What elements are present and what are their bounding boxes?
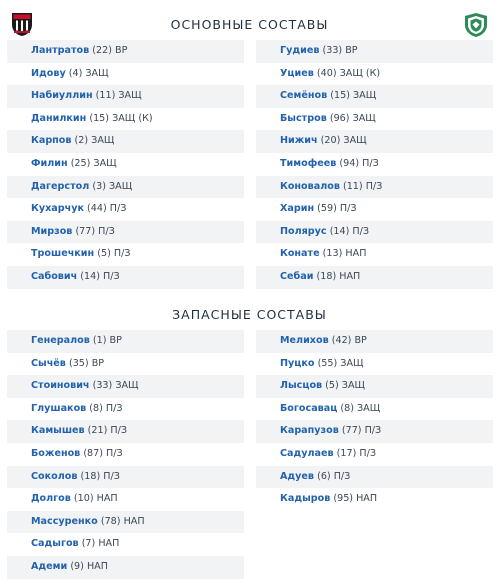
player-number-position: (44) П/З [87, 203, 127, 215]
player-row [256, 443, 493, 466]
player-number-position: (35) ВР [68, 357, 105, 369]
player-number-position: (1) ВР [92, 335, 122, 346]
player-name-link[interactable]: Конате [280, 248, 320, 260]
player-name-link[interactable]: Пуцко [280, 357, 315, 369]
player-number-position: (5) ЗАЩ [325, 380, 366, 392]
player-name-link[interactable]: Гудиев [280, 45, 320, 56]
player-row [256, 176, 493, 199]
player-number-position: (20) ЗАЩ [320, 135, 367, 147]
player-name-link[interactable]: Садыгов [31, 538, 79, 550]
player-row [256, 198, 493, 221]
player-number-position: (14) П/З [80, 270, 120, 282]
player-name-link[interactable]: Сабович [31, 270, 78, 282]
player-row [7, 353, 244, 376]
player-name-link[interactable]: Полярус [280, 225, 327, 237]
player-number-position: (59) П/З [317, 203, 357, 215]
player-name-link[interactable]: Карапузов [280, 425, 339, 437]
player-number-position: (8) ЗАЩ [340, 402, 381, 414]
player-row [256, 266, 493, 289]
player-number-position: (7) НАП [81, 538, 120, 550]
player-row [256, 353, 493, 376]
player-row [7, 266, 244, 289]
player-name-link[interactable]: Кухарчук [31, 203, 84, 215]
player-name-link[interactable]: Данилкин [31, 112, 87, 124]
player-row [7, 153, 244, 176]
player-row [7, 198, 244, 221]
player-name-link[interactable]: Дагерстол [31, 180, 90, 192]
main-lineups-title: ОСНОВНЫЕ СОСТАВЫ [170, 17, 329, 32]
player-number-position: (25) ЗАЩ [70, 157, 117, 169]
player-number-position: (17) П/З [336, 447, 377, 459]
player-row [7, 533, 244, 556]
home-main-lineup [7, 40, 244, 289]
away-main-lineup [256, 40, 493, 289]
player-name-link[interactable]: Себаи [280, 270, 314, 282]
player-name-link[interactable]: Стоинович [31, 380, 90, 392]
player-row [256, 466, 493, 489]
player-name-link[interactable]: Карпов [31, 135, 72, 147]
player-number-position: (15) ЗАЩ (К) [89, 112, 153, 124]
player-number-position: (55) ЗАЩ [317, 357, 364, 369]
player-name-link[interactable]: Быстров [280, 112, 327, 124]
player-name-link[interactable]: Харин [280, 203, 315, 215]
player-number-position: (94) П/З [339, 157, 379, 169]
player-row [7, 511, 244, 534]
player-name-link[interactable]: Набиуллин [31, 90, 93, 102]
player-name-link[interactable]: Идову [31, 67, 66, 79]
player-row [7, 85, 244, 108]
player-row [7, 40, 244, 63]
player-row [7, 63, 244, 86]
player-name-link[interactable]: Семёнов [280, 90, 328, 102]
player-number-position: (15) ЗАЩ [330, 90, 377, 102]
player-row [7, 221, 244, 244]
player-row [7, 243, 244, 266]
player-name-link[interactable]: Садулаев [280, 447, 334, 459]
player-name-link[interactable]: Массуренко [31, 515, 98, 527]
player-row [7, 108, 244, 131]
player-row [7, 443, 244, 466]
player-row [256, 375, 493, 398]
player-name-link[interactable]: Уциев [280, 67, 314, 79]
player-row [256, 153, 493, 176]
player-name-link[interactable]: Долгов [31, 493, 71, 505]
player-row [7, 176, 244, 199]
player-name-link[interactable]: Трошечкин [31, 248, 95, 260]
player-name-link[interactable]: Коновалов [280, 180, 340, 192]
player-number-position: (96) ЗАЩ [329, 112, 376, 124]
player-number-position: (77) П/З [341, 425, 382, 437]
player-row [7, 330, 244, 353]
player-number-position: (3) ЗАЩ [92, 180, 133, 192]
player-number-position: (42) ВР [331, 335, 367, 346]
player-row [256, 420, 493, 443]
player-name-link[interactable]: Лысцов [280, 380, 323, 392]
player-row [256, 221, 493, 244]
player-name-link[interactable]: Соколов [31, 470, 78, 482]
player-row [7, 130, 244, 153]
player-number-position: (33) ВР [322, 45, 358, 56]
player-name-link[interactable]: Боженов [31, 447, 81, 459]
player-number-position: (13) НАП [322, 248, 367, 260]
player-row [256, 40, 493, 63]
player-name-link[interactable]: Генералов [31, 335, 90, 346]
player-row [256, 330, 493, 353]
player-number-position: (95) НАП [333, 493, 378, 505]
player-row [7, 420, 244, 443]
player-number-position: (14) П/З [329, 225, 370, 237]
player-number-position: (87) П/З [83, 447, 123, 459]
player-number-position: (18) П/З [80, 470, 120, 482]
away-subs-lineup [256, 330, 493, 511]
player-number-position: (22) ВР [92, 45, 128, 56]
player-number-position: (40) ЗАЩ (К) [316, 67, 381, 79]
player-number-position: (5) П/З [97, 248, 131, 260]
player-name-link[interactable]: Кадыров [280, 493, 331, 505]
player-row [256, 488, 493, 511]
player-number-position: (4) ЗАЩ [68, 67, 109, 79]
player-number-position: (10) НАП [73, 493, 118, 505]
player-name-link[interactable]: Камышев [31, 425, 85, 437]
player-name-link[interactable]: Богосавац [280, 402, 338, 414]
player-number-position: (33) ЗАЩ [92, 380, 139, 392]
player-row [256, 63, 493, 86]
player-number-position: (11) П/З [342, 180, 383, 192]
player-number-position: (6) П/З [317, 470, 351, 482]
player-name-link[interactable]: Мирзов [31, 225, 73, 237]
player-number-position: (2) ЗАЩ [74, 135, 115, 147]
player-row [7, 488, 244, 511]
player-name-link[interactable]: Лантратов [31, 45, 90, 56]
player-row [7, 375, 244, 398]
player-name-link[interactable]: Тимофеев [280, 157, 337, 169]
player-name-link[interactable]: Сычёв [31, 357, 66, 369]
player-number-position: (9) НАП [70, 560, 108, 572]
player-name-link[interactable]: Филин [31, 157, 68, 169]
player-name-link[interactable]: Адеми [31, 560, 68, 572]
player-name-link[interactable]: Адуев [280, 470, 315, 482]
player-number-position: (8) П/З [89, 402, 123, 414]
player-number-position: (21) П/З [87, 425, 128, 437]
player-row [7, 466, 244, 489]
player-row [256, 398, 493, 421]
player-name-link[interactable]: Мелихов [280, 335, 329, 346]
player-name-link[interactable]: Нижич [280, 135, 318, 147]
player-row [256, 243, 493, 266]
subs-lineups-title: ЗАПАСНЫЕ СОСТАВЫ [172, 307, 327, 322]
player-number-position: (78) НАП [100, 515, 145, 527]
player-name-link[interactable]: Глушаков [31, 402, 87, 414]
player-row [256, 108, 493, 131]
player-number-position: (18) НАП [316, 270, 361, 282]
player-row [256, 130, 493, 153]
player-row [7, 556, 244, 579]
player-number-position: (77) П/З [75, 225, 115, 237]
player-row [256, 85, 493, 108]
home-subs-lineup [7, 330, 244, 579]
player-row [7, 398, 244, 421]
player-number-position: (11) ЗАЩ [95, 90, 142, 102]
